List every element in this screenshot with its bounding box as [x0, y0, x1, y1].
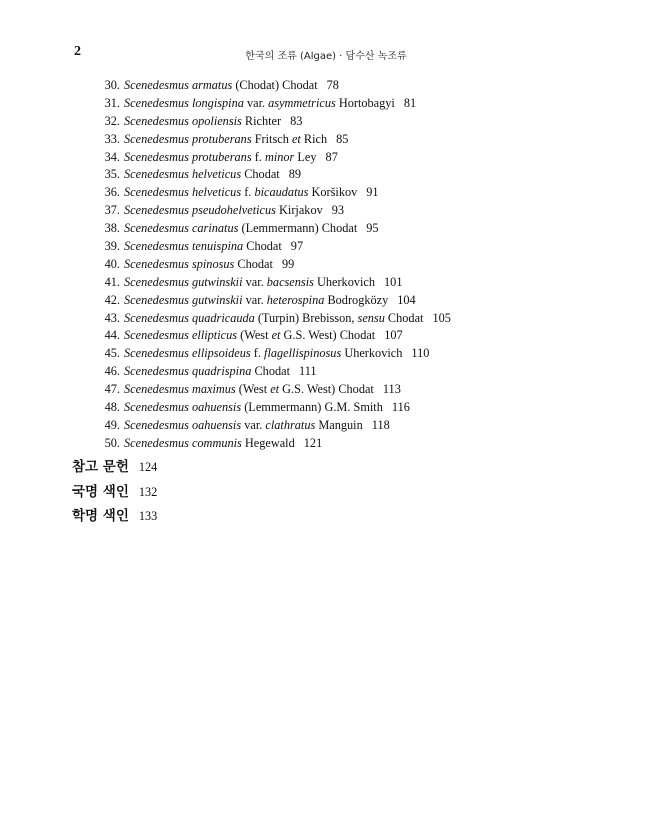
- taxon-name-italic: Scenedesmus protuberans: [124, 131, 252, 146]
- taxon-name-italic: Scenedesmus gutwinskii: [124, 292, 243, 307]
- authority-text: Chodat: [243, 239, 282, 254]
- authority-text: Uherkovich: [341, 346, 403, 361]
- section-page-number: 124: [138, 460, 158, 474]
- toc-entry: [96, 77, 451, 95]
- entry-number: 34.: [104, 149, 120, 164]
- authority-text: Koršikov: [308, 185, 358, 200]
- entry-number: 39.: [104, 239, 120, 254]
- taxon-name-italic: bacsensis: [266, 274, 314, 289]
- entry-number: 48.: [104, 400, 120, 415]
- taxon-name-italic: flagellispinosus: [264, 346, 342, 361]
- page-number: 2: [74, 44, 81, 59]
- section-entry: [72, 455, 157, 480]
- taxon-name-italic: Scenedesmus opoliensis: [124, 113, 242, 128]
- taxon-name-italic: Scenedesmus spinosus: [124, 256, 235, 271]
- entry-number: 35.: [104, 167, 120, 182]
- entry-page-number: 95: [366, 221, 379, 236]
- toc-entry: [96, 149, 451, 167]
- authority-text: Chodat: [241, 167, 280, 182]
- entry-number: 45.: [104, 346, 120, 361]
- authority-text: f.: [241, 185, 255, 200]
- entry-number: 50.: [104, 435, 120, 450]
- taxon-name-italic: Scenedesmus armatus: [124, 78, 233, 92]
- taxon-name-italic: Scenedesmus longispina: [124, 95, 244, 110]
- entry-number: 42.: [104, 292, 120, 307]
- taxon-name-italic: Scenedesmus maximus: [124, 382, 236, 397]
- authority-text: var.: [242, 274, 267, 289]
- section-page-number: 133: [138, 509, 158, 523]
- toc-entry: [96, 399, 451, 417]
- taxon-name-italic: Scenedesmus ellipticus: [124, 328, 238, 343]
- taxon-name-italic: Scenedesmus communis: [124, 435, 242, 450]
- authority-text: Richter: [241, 113, 282, 128]
- taxon-name-italic: sensu: [357, 310, 385, 325]
- entry-page-number: 116: [391, 400, 410, 415]
- authority-text: Ley: [294, 149, 317, 164]
- taxon-name-italic: Scenedesmus pseudohelveticus: [124, 203, 276, 218]
- authority-text: Uherkovich: [313, 274, 376, 289]
- entry-page-number: 89: [288, 167, 302, 182]
- toc-entry: [96, 95, 451, 113]
- entry-number: 36.: [104, 185, 120, 200]
- authority-text: var.: [243, 95, 269, 110]
- taxon-name-italic: clathratus: [265, 417, 316, 432]
- entry-page-number: 85: [336, 131, 349, 146]
- authority-text: Bodrogközy: [324, 292, 389, 307]
- authority-text: (Turpin) Brebisson,: [254, 310, 358, 325]
- taxon-name-italic: Scenedesmus helveticus: [124, 185, 242, 200]
- entry-page-number: 107: [384, 328, 403, 343]
- taxon-name-italic: et: [271, 328, 281, 343]
- taxon-name-italic: et: [270, 382, 280, 397]
- toc-entry: [96, 417, 451, 435]
- entry-number: 40.: [104, 256, 120, 271]
- taxon-name-italic: asymmetricus: [268, 95, 336, 110]
- taxon-name-italic: minor: [264, 149, 295, 164]
- taxon-name-italic: et: [291, 131, 301, 146]
- entry-number: 38.: [104, 221, 120, 236]
- authority-text: G.S. West) Chodat: [280, 328, 376, 343]
- authority-text: f.: [250, 346, 265, 361]
- entry-page-number: 111: [299, 364, 317, 379]
- toc-entry: [96, 238, 451, 256]
- toc-entry: [96, 381, 451, 399]
- entry-number: 49.: [104, 417, 120, 432]
- toc-entry: [96, 363, 451, 381]
- authority-text: G.S. West) Chodat: [279, 382, 374, 397]
- toc-entry: [96, 345, 451, 363]
- taxon-name-italic: Scenedesmus carinatus: [124, 221, 239, 236]
- entry-page-number: 81: [403, 95, 417, 110]
- authority-text: (Lemmermann) G.M. Smith: [241, 400, 383, 415]
- entry-page-number: 87: [325, 149, 338, 164]
- section-entry: [72, 504, 157, 529]
- entry-page-number: 113: [382, 382, 401, 397]
- taxon-name-italic: Scenedesmus quadrispina: [124, 364, 252, 379]
- section-title: 참고 문헌: [72, 459, 129, 475]
- authority-text: (Chodat) Chodat: [232, 78, 318, 92]
- toc-entry: [96, 274, 451, 292]
- entry-page-number: 91: [366, 185, 379, 200]
- taxon-name-italic: Scenedesmus quadricauda: [124, 310, 255, 325]
- entry-number: 31.: [104, 95, 120, 110]
- entry-page-number: 78: [326, 78, 339, 92]
- entry-page-number: 83: [290, 113, 303, 128]
- authority-text: Chodat: [251, 364, 291, 379]
- entry-number: 41.: [104, 274, 120, 289]
- taxon-name-italic: Scenedesmus ellipsoideus: [124, 346, 251, 361]
- authority-text: (West: [237, 328, 272, 343]
- entry-number: 43.: [104, 310, 120, 325]
- entry-page-number: 93: [331, 203, 345, 218]
- section-page-number: 132: [138, 484, 158, 499]
- entry-page-number: 104: [397, 292, 416, 307]
- authority-text: (Lemmermann) Chodat: [238, 221, 358, 236]
- toc-entry: [96, 327, 451, 345]
- toc-entry: [96, 310, 451, 328]
- toc-entry: [96, 113, 451, 131]
- species-list: [96, 77, 451, 453]
- taxon-name-italic: Scenedesmus helveticus: [124, 167, 242, 182]
- toc-entry: [96, 131, 451, 149]
- authority-text: Hegewald: [241, 435, 295, 450]
- authority-text: f.: [251, 149, 265, 164]
- entry-number: 30.: [104, 78, 120, 92]
- toc-entry: [96, 202, 451, 220]
- section-title: 국명 색인: [72, 483, 129, 500]
- toc-entry: [96, 184, 451, 202]
- authority-text: var.: [241, 417, 266, 432]
- entry-page-number: 105: [432, 310, 451, 325]
- authority-text: Manguin: [315, 417, 363, 432]
- entry-page-number: 99: [281, 256, 295, 271]
- toc-entry: [96, 256, 451, 274]
- taxon-name-italic: Scenedesmus tenuispina: [124, 239, 244, 254]
- taxon-name-italic: Scenedesmus oahuensis: [124, 400, 242, 415]
- section-title: 학명 색인: [72, 508, 129, 524]
- entry-page-number: 110: [411, 346, 430, 361]
- taxon-name-italic: heterospina: [266, 292, 325, 307]
- authority-text: var.: [242, 292, 267, 307]
- authority-text: Kirjakov: [275, 203, 323, 218]
- authority-text: Fritsch: [251, 131, 292, 146]
- toc-entry: [96, 435, 451, 453]
- running-header: 한국의 조류 (Algae) · 담수산 녹조류: [245, 51, 407, 62]
- toc-entry: [96, 220, 451, 238]
- authority-text: Chodat: [384, 310, 424, 325]
- taxon-name-italic: Scenedesmus oahuensis: [124, 417, 242, 432]
- entry-number: 33.: [104, 131, 120, 146]
- entry-page-number: 97: [290, 239, 304, 254]
- section-entry: [72, 480, 157, 505]
- authority-text: (West: [235, 382, 271, 397]
- back-matter-list: [72, 455, 157, 529]
- entry-number: 32.: [104, 113, 120, 128]
- entry-number: 44.: [104, 328, 120, 343]
- authority-text: Hortobagyi: [335, 95, 395, 110]
- entry-page-number: 101: [384, 274, 403, 289]
- authority-text: Chodat: [234, 256, 273, 271]
- taxon-name-italic: Scenedesmus protuberans: [124, 149, 252, 164]
- taxon-name-italic: Scenedesmus gutwinskii: [124, 274, 243, 289]
- entry-number: 47.: [104, 382, 120, 397]
- authority-text: Rich: [300, 131, 328, 146]
- entry-page-number: 121: [303, 435, 323, 450]
- entry-page-number: 118: [371, 417, 390, 432]
- toc-entry: [96, 292, 451, 310]
- toc-entry: [96, 166, 451, 184]
- entry-number: 37.: [104, 203, 120, 218]
- entry-number: 46.: [104, 364, 120, 379]
- taxon-name-italic: bicaudatus: [254, 185, 309, 200]
